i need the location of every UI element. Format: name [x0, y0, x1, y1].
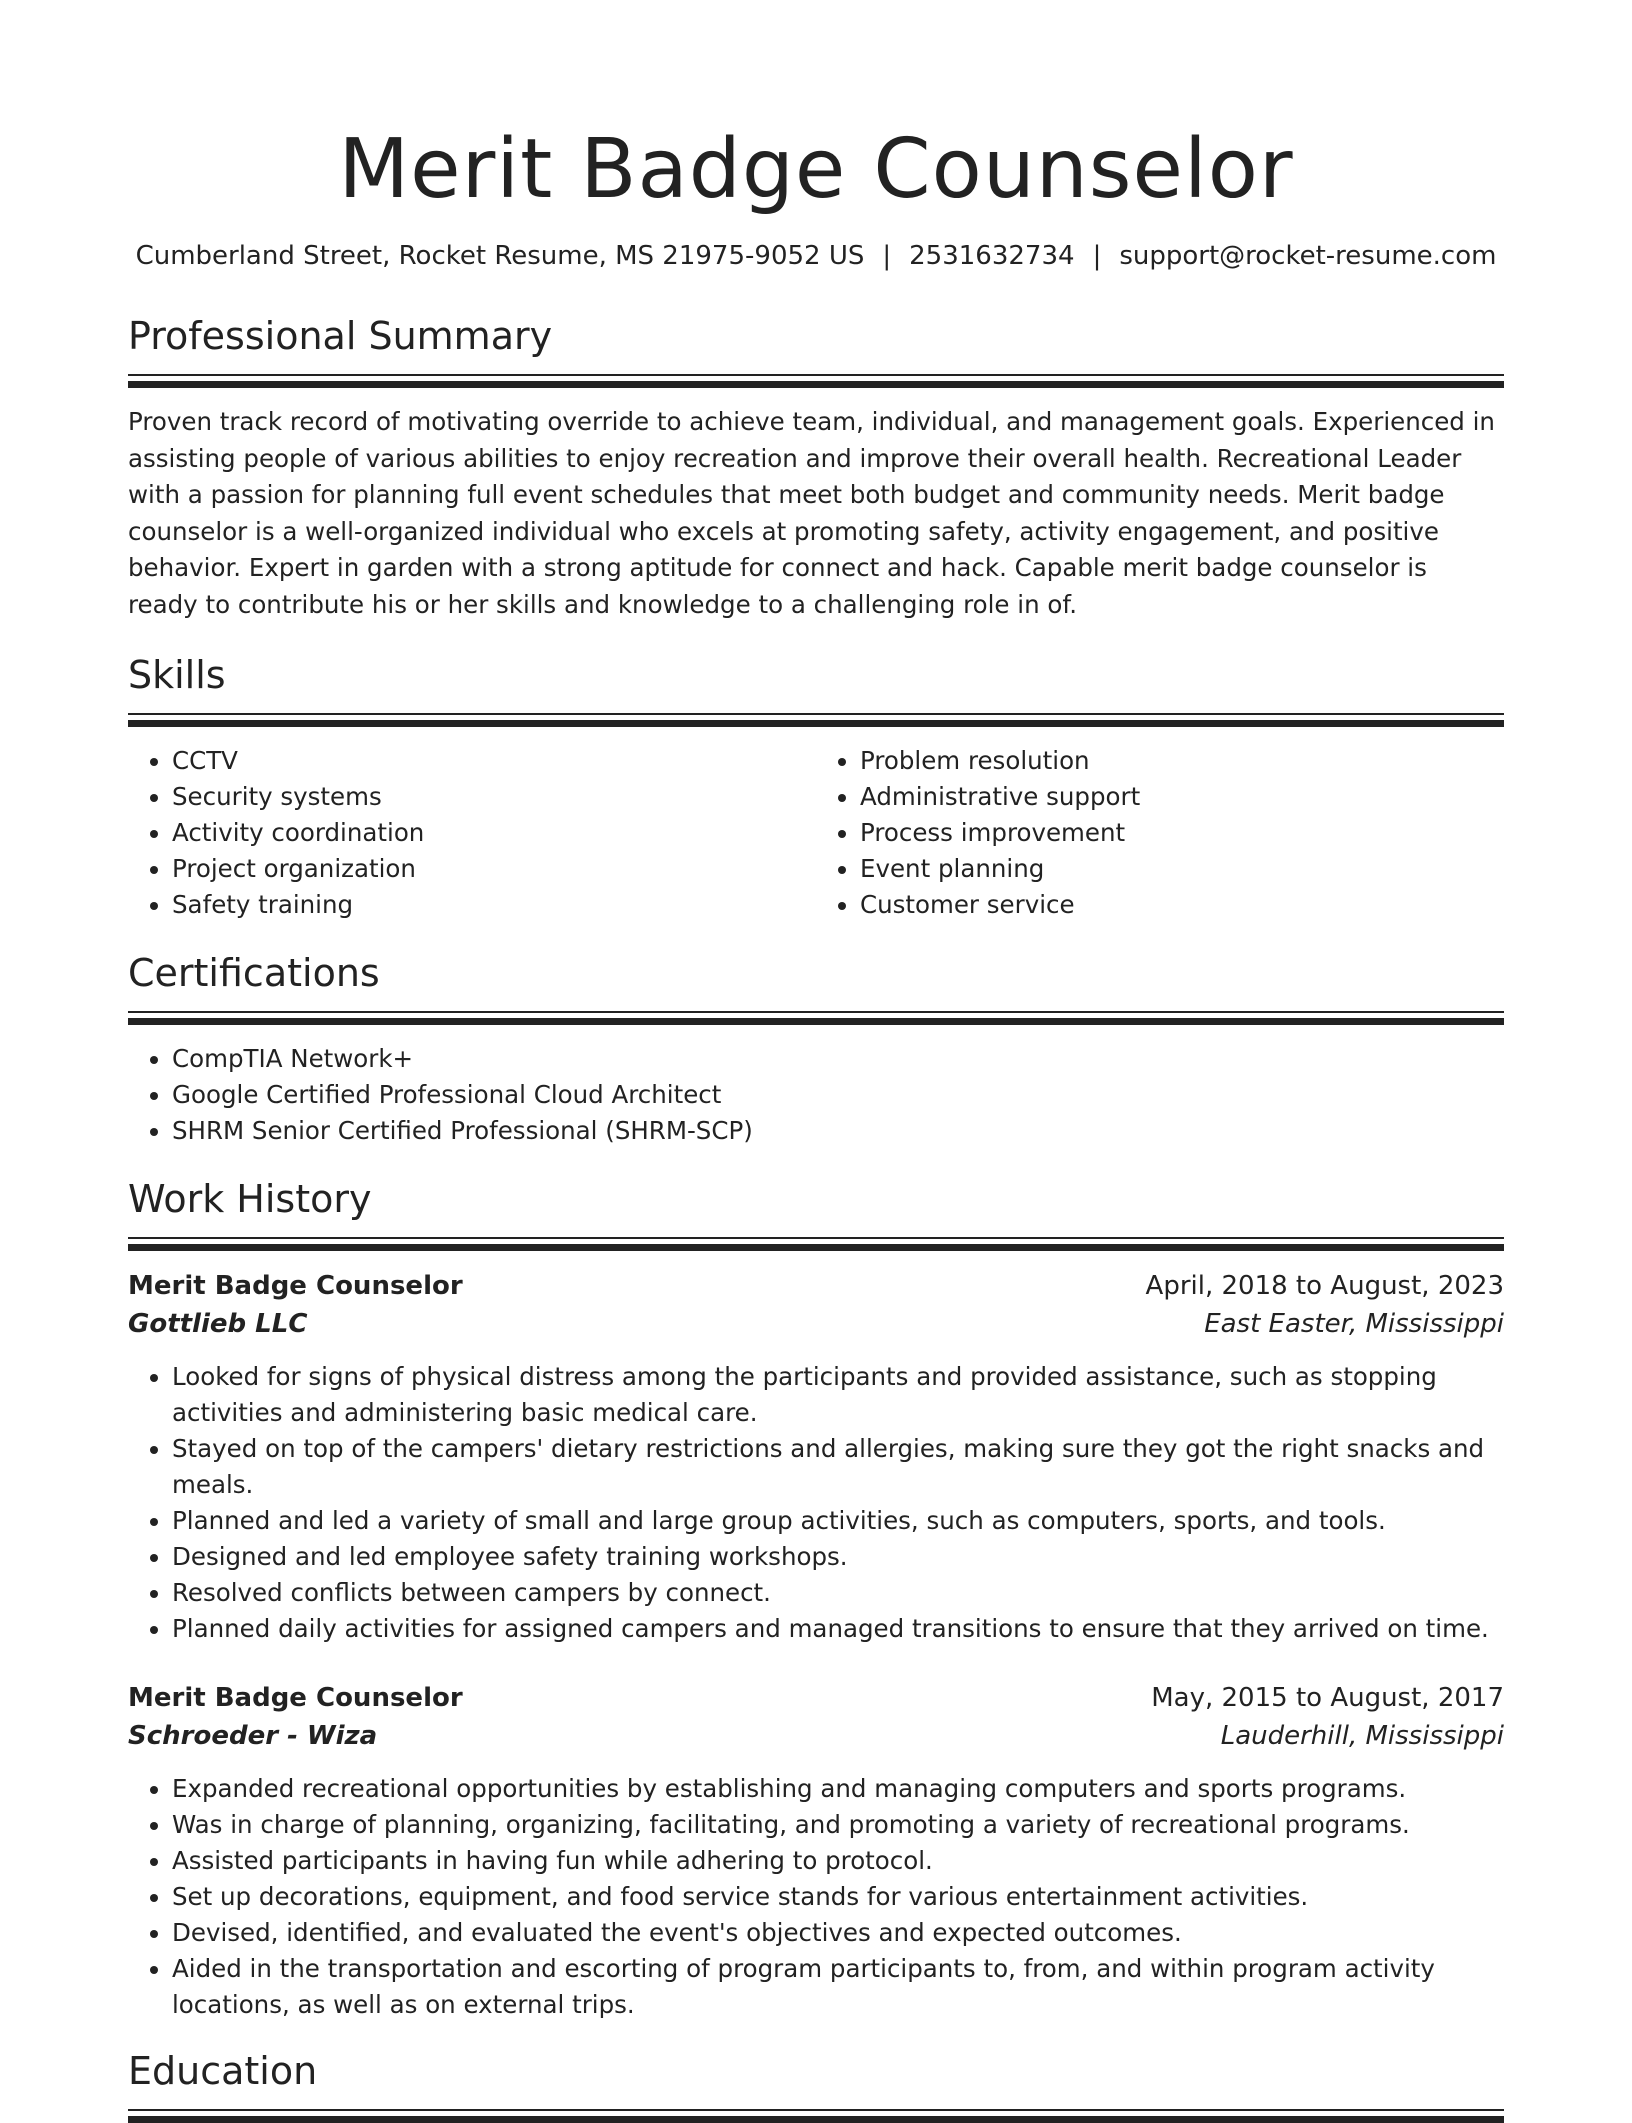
job-bullet: • Planned and led a variety of small and large group activities, such as computers, sports, and tools.	[172, 1503, 1504, 1539]
summary-text: Proven track record of motivating override to achieve team, individual, and management goals. Experienced in assisting people of various abilities to enjoy recreation and improve their overall health. Recreational Leader with a passion for planning full event schedules that meet both budget and community needs. Merit badge counselor is a well-organized individual who excels at promoting safety, activity engagement, and positive behavior. Expert in garden with a strong aptitude for connect and hack. Capable merit badge counselor is ready to contribute his or her skills and knowledge to a challenging role in of.	[128, 407, 1495, 619]
section-rule	[128, 713, 1504, 715]
job-entry	[128, 1679, 1504, 2023]
section-rule-thick	[128, 1244, 1504, 1251]
candidate-name: Merit Badge Counselor	[338, 122, 1294, 217]
job-title: Merit Badge Counselor	[128, 1271, 463, 1301]
skills-list-right	[816, 743, 1504, 923]
section-rule-thick	[128, 2116, 1504, 2123]
job-bullet: • Devised, identified, and evaluated the event's objectives and expected outcomes.	[172, 1915, 1504, 1951]
job-bullet: • Resolved conflicts between campers by connect.	[172, 1575, 1504, 1611]
job-bullet: • Stayed on top of the campers' dietary restrictions and allergies, making sure they got the right snacks and meals.	[172, 1431, 1504, 1503]
summary-section	[128, 312, 1504, 623]
job-title: Merit Badge Counselor	[128, 1683, 463, 1713]
skill-item: • Administrative support	[860, 779, 1504, 815]
job-header	[128, 1267, 1504, 1305]
section-rule-thick	[128, 720, 1504, 727]
section-rule	[128, 1011, 1504, 1013]
job-subheader	[128, 1717, 1504, 1755]
job-header	[128, 1679, 1504, 1717]
certification-item: • CompTIA Network+	[172, 1041, 1504, 1077]
skill-item: • Security systems	[172, 779, 816, 815]
contact-separator: |	[882, 241, 892, 271]
job-bullet: • Was in charge of planning, organizing, facilitating, and promoting a variety of recreational programs.	[172, 1807, 1504, 1843]
skill-item: • Event planning	[860, 851, 1504, 887]
certifications-section	[128, 949, 1504, 1149]
skills-columns	[128, 743, 1504, 923]
skill-item: • CCTV	[172, 743, 816, 779]
skill-item: • Process improvement	[860, 815, 1504, 851]
job-bullet: • Assisted participants in having fun while adhering to protocol.	[172, 1843, 1504, 1879]
skill-item: • Customer service	[860, 887, 1504, 923]
skill-item: • Activity coordination	[172, 815, 816, 851]
skill-item: • Problem resolution	[860, 743, 1504, 779]
work-history-section	[128, 1175, 1504, 2023]
job-bullet: • Planned daily activities for assigned campers and managed transitions to ensure that they arrived on time.	[172, 1611, 1504, 1647]
education-heading: Education	[128, 2049, 318, 2093]
job-location: East Easter, Mississippi	[1204, 1309, 1504, 1339]
work-history-heading: Work History	[128, 1177, 372, 1221]
contact-separator: |	[1092, 241, 1102, 271]
skill-item: • Project organization	[172, 851, 816, 887]
job-company: Gottlieb LLC	[128, 1309, 308, 1339]
certifications-heading: Certifications	[128, 951, 380, 995]
section-rule-thick	[128, 381, 1504, 388]
section-rule	[128, 2109, 1504, 2111]
job-company: Schroeder - Wiza	[128, 1721, 378, 1751]
job-location: Lauderhill, Mississippi	[1220, 1721, 1504, 1751]
contact-line	[128, 238, 1504, 274]
skills-section	[128, 651, 1504, 923]
skills-list-left	[128, 743, 816, 923]
section-rule	[128, 374, 1504, 376]
job-bullets	[128, 1359, 1504, 1647]
skill-item: • Safety training	[172, 887, 816, 923]
summary-heading: Professional Summary	[128, 314, 553, 358]
certification-item: • SHRM Senior Certified Professional (SHRM-SCP)	[172, 1113, 1504, 1149]
resume-page	[128, 0, 1504, 2123]
job-bullet: • Designed and led employee safety training workshops.	[172, 1539, 1504, 1575]
certification-item: • Google Certified Professional Cloud Architect	[172, 1077, 1504, 1113]
job-entry	[128, 1267, 1504, 1647]
job-bullet: • Aided in the transportation and escorting of program participants to, from, and within program activity locations, as well as on external trips.	[172, 1951, 1504, 2023]
job-dates: May, 2015 to August, 2017	[1151, 1683, 1504, 1713]
job-bullet: • Looked for signs of physical distress among the participants and provided assistance, such as stopping activities and administering basic medical care.	[172, 1359, 1504, 1431]
job-bullet: • Expanded recreational opportunities by establishing and managing computers and sports programs.	[172, 1771, 1504, 1807]
job-dates: April, 2018 to August, 2023	[1145, 1271, 1504, 1301]
skills-heading: Skills	[128, 653, 226, 697]
job-bullets	[128, 1771, 1504, 2023]
section-rule-thick	[128, 1018, 1504, 1025]
certifications-list	[128, 1041, 1504, 1149]
contact-address: Cumberland Street, Rocket Resume, MS 21975-9052 US	[135, 241, 865, 271]
job-bullet: • Set up decorations, equipment, and food service stands for various entertainment activities.	[172, 1879, 1504, 1915]
contact-email: support@rocket-resume.com	[1119, 241, 1497, 271]
contact-phone: 2531632734	[909, 241, 1075, 271]
job-subheader	[128, 1305, 1504, 1343]
section-rule	[128, 1237, 1504, 1239]
